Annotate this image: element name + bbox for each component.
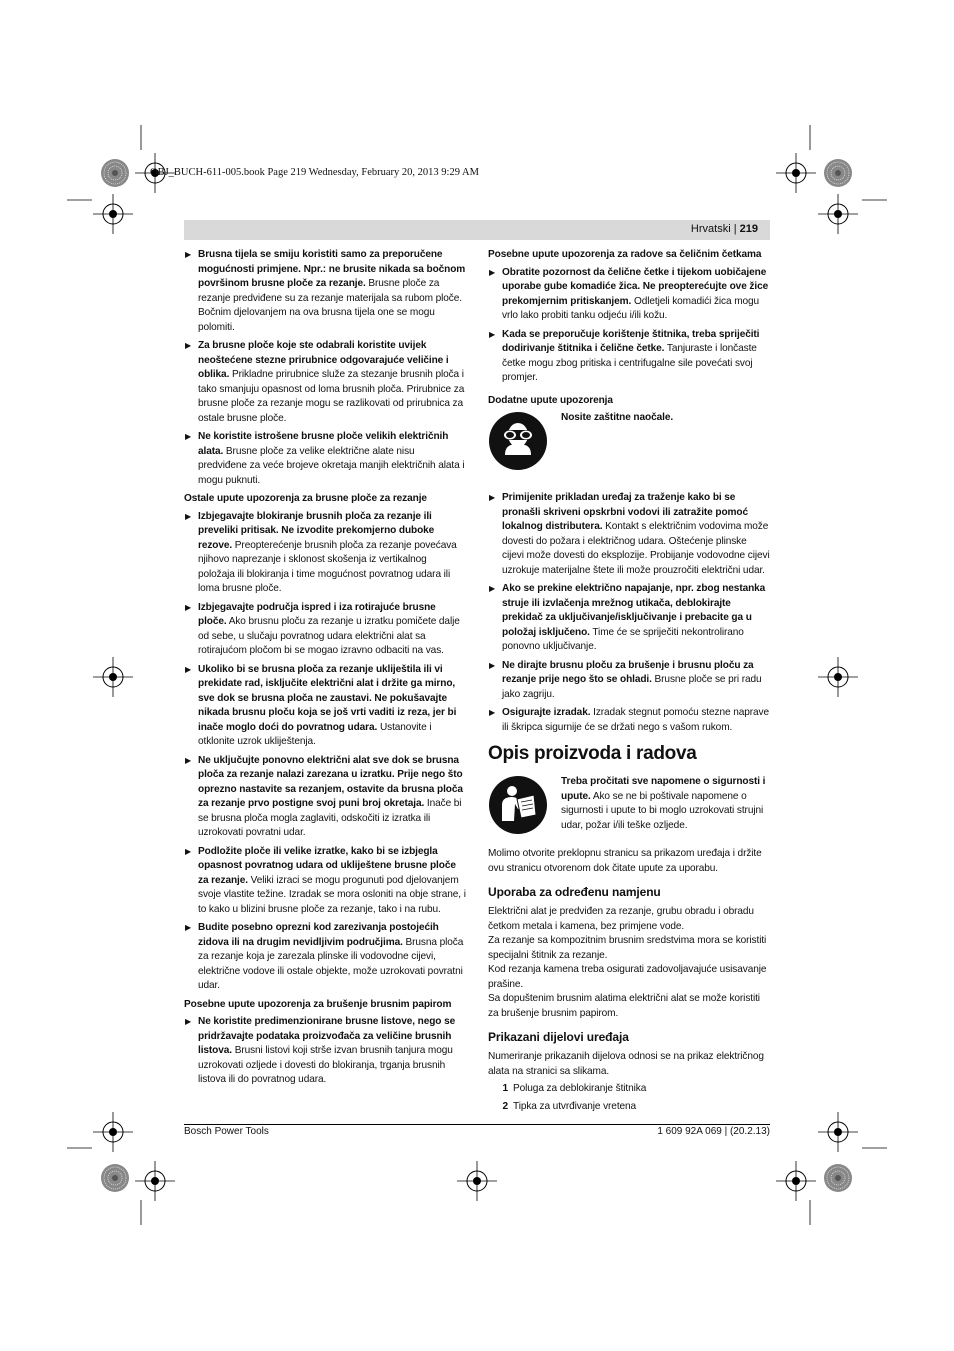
warning-item [488,706,770,735]
warning-item [184,1015,466,1088]
left-column [184,248,466,1092]
warning-bold: Budite posebno oprezni kod zarezivanja postojećih zidova ili na drugim nevidljivim područjima. [198,922,439,948]
warning-bold: Brusna tijela se smiju koristiti samo za preporučene mogućnosti primjene. Npr.: ne brusite nikada sa bočnom površinom brusne ploče za rezanje. [198,249,466,289]
warning-text: Ako brusnu ploču za rezanje u izratku pomičete dalje od sebe, u slučaju povratnog udara električni alat sa rotirajućom pločom bi se mogao izravno odbaciti na vas. [198,616,460,656]
paragraph: Za rezanje sa kompozitnim brusnim sredstvima mora se koristiti specijalni štitnik za rezanje. [488,935,767,961]
warning-item [184,601,466,659]
read-text: Ako se ne bi poštivale napomene o sigurnosti i upute to bi moglo uzrokovati strujni udar, požar i/ili teške ozljede. [561,790,764,831]
warning-item [184,921,466,994]
part-number: 1 [502,1083,508,1094]
subsection-title: Prikazani dijelovi uređaja [488,1030,629,1044]
warning-bold: Osigurajte izradak. [502,707,591,718]
warning-text: Tanjuraste i lončaste četke mogu zbog pritiska i centrifugalne sile povećati svoj promjer. [502,343,757,383]
page-header [691,223,758,235]
read-manual-icon [488,775,548,835]
warning-item [184,339,466,426]
warning-text: Brusne ploče za velike električne alate nisu predviđene za veće brojeve okretaja manjih električnih alata i mogu puknuti. [198,445,465,486]
paragraph: Električni alat je predviđen za rezanje, grubu obradu i obradu četkom metala i kamena, bez primjene vode. [488,906,754,932]
warning-bold: Izbjegavajte blokiranje brusnih ploča za rezanje ili preveliki pritisak. Ne izvodite prekomjerno duboke rezove. [198,510,435,551]
subsection-title: Uporaba za određenu namjenu [488,885,661,899]
footer-brand: Bosch Power Tools [184,1126,269,1137]
footer-rule [184,1124,770,1125]
warning-item [488,266,770,324]
warning-text: Time će se spriječiti nekontrolirano ponovno uključivanje. [502,626,744,652]
part-number: 2 [502,1100,508,1112]
section-subheading: Posebne upute upozorenja za radove sa čeličnim četkama [488,249,762,260]
read-bold: Treba pročitati sve napomene o sigurnosti i upute. [561,776,766,802]
warning-text: Izradak stegnut pomoću stezne naprave ili škripca sigurnije će se držati nego s vašom rukom. [502,707,769,733]
part-label: Tipka za utvrđivanje vretena [513,1100,637,1112]
warning-bold: Podložite ploče ili velike izratke, kako bi se izbjegla opasnost povratnog udara od ukliještene brusne ploče za rezanje. [198,845,456,886]
section-subheading: Posebne upute upozorenja za brušenje brusnim papirom [184,998,452,1010]
safety-goggles-icon [488,411,548,471]
parts-list-item [488,1082,770,1097]
goggles-text: Nosite zaštitne naočale. [561,412,674,423]
warning-bold: Ukoliko bi se brusna ploča za rezanje ukliještila ili vi prekidate rad, isključite električni alat i držite ga mirno, sve dok se brusna ploča ne zaustavi. Ne pokušavajte nikada brusnu ploču koja se još vrti vaditi iz reza, jer bi inače moglo doći do povratnog udara. [198,663,457,733]
warning-bold: Za brusne ploče koje ste odabrali koristite uvijek neoštećene stezne prirubnice odgovarajuće veličine i oblika. [198,340,449,380]
parts-list-item [488,1100,770,1115]
footer-doc-number: 1 609 92A 069 | (20.2.13) [657,1126,770,1137]
parts-list [488,1082,770,1114]
warning-text: Brusni listovi koji strše izvan brusnih tanjura mogu uzrokovati ozljede i dovesti do blokiranja, trganja brusnih listova ili do povratnog udara. [198,1045,453,1085]
print-info-line: OBJ_BUCH-611-005.book Page 219 Wednesday, February 20, 2013 9:29 AM [150,167,479,178]
paragraph: Kod rezanja kamena treba osigurati zadovoljavajuće usisavanje prašine. [488,964,767,990]
warning-bold: Ne koristite istrošene brusne ploče velikih električnih alata. [198,431,449,457]
paragraph: Sa dopuštenim brusnim alatima električni alat se može koristiti za brušenje brusnim papirom. [488,993,760,1019]
warning-item [488,582,770,655]
warning-bold: Izbjegavajte područja ispred i iza rotirajuće brusne ploče. [198,601,436,627]
warning-bold: Kada se preporučuje korištenje štitnika, treba spriječiti dodirivanje štitnika i čelične četke. [502,328,760,354]
warning-item [184,248,466,335]
warning-bold: Ne dirajte brusnu ploču za brušenje i brusnu ploču za rezanje prije nego što se ohladi. [502,659,754,685]
warning-item [184,430,466,488]
warning-text: Prikladne prirubnice služe za stezanje brusnih ploča i tako smanjuju opasnost od loma brusnih ploča. Prirubnice za brusne ploče za rezanje mogu se razlikovati od prirubnica za ostale brusne ploče. [198,369,465,424]
warning-item [488,491,770,578]
warning-text: Odletjeli komadići žica mogu vrlo lako probiti tanku odjeću i/ili kožu. [502,295,760,321]
warning-text: Preopterećenje brusnih ploča za rezanje povećava njihovo naprezanje i sklonost skošenja iz vertikalnog položaja ili blokiranja i time mogućnost povratnog udara ili loma brusne ploče. [198,539,457,594]
warning-text: Veliki izraci se mogu progunuti pod djelovanjem svoje vlastite težine. Izradak se mora osloniti na obje strane, i to kako u blizini brusne ploče za rezanje, tako i na rubu. [198,874,466,915]
header-language: Hrvatski [690,223,731,235]
part-label: Poluga za deblokiranje štitnika [513,1083,647,1094]
section-subheading: Ostale upute upozorenja za brusne ploče za rezanje [184,493,427,504]
warning-text: Kontakt s električnim vodovima može dovesti do požara i električnog udara. Oštećenje plinske cijevi može dovesti do eksplozije. Probijanje vodovodne cijevi uzrokuje materijalne štete ili može prouzročiti električni udar. [502,521,770,576]
section-title: Opis proizvoda i radova [488,743,697,764]
warning-bold: Ne koristite predimenzionirane brusne listove, nego se pridržavajte podataka proizvođača za veličine brusnih listova. [198,1016,456,1056]
goggles-notice [488,411,770,481]
page-number: 219 [739,223,758,235]
warning-bold: Primijenite prikladan uređaj za traženje kako bi se pronašli skriveni opskrbni vodovi ili zatražite pomoć lokalnog distributera. [502,492,748,532]
read-manual-text [561,775,770,833]
warning-text: Brusne ploče se pri radu jako zagriju. [502,674,762,700]
warning-bold: Ako se prekine električno napajanje, npr. zbog nestanka struje ili izvlačenja mrežnog utikača, deblokirajte prekidač za uključivanje/isključivanje i prebacite ga u položaj isključeno. [502,583,766,638]
paragraph: Numeriranje prikazanih dijelova odnosi se na prikaz električnog alata na stranici sa slikama. [488,1051,764,1077]
right-column [488,248,770,1114]
read-manual-notice [488,775,770,835]
paragraph: Molimo otvorite preklopnu stranicu sa prikazom uređaja i držite ovu stranicu otvorenom dok čitate upute za uporabu. [488,848,762,874]
warning-text: Brusna ploča za rezanje koja je zarezala plinske ili vodovodne cijevi, električne vodove ili ostale objekte, može uzrokovati povratni udar. [198,936,464,991]
warning-text: Brusne ploče za rezanje predviđene su za rezanje materijala sa rubom ploče. Bočnim djelovanjem na ova brusna tijela one se mogu polomiti. [198,278,462,333]
warning-item [184,845,466,918]
header-separator: | [733,223,737,235]
warning-bold: Ne uključujte ponovno električni alat sve dok se brusna ploča za rezanje nalazi zarezana u izratku. Prije nego što oprezno nastavite sa rezanjem, ostavite da brusna ploča za rezanje prvo postigne svoj puni broj okretaja. [198,754,463,809]
warning-text: Inače bi se brusna ploča mogla zaglaviti, odskočiti iz izratka ili uzrokovati povratni udar. [198,798,462,838]
warning-item [184,510,466,597]
warning-bold: Obratite pozornost da čelične četke i tijekom uobičajene uporabe gube komadiće žica. Ne preopterećujte ove žice prekomjernim pritiskanjem. [502,266,769,307]
warning-item [488,328,770,386]
warning-item [488,659,770,703]
header-bar [184,220,770,240]
warning-text: Ustanovite i otklonite uzrok ukliještenja. [198,721,432,747]
warning-item [184,663,466,750]
section-subheading: Dodatne upute upozorenja [488,394,613,406]
warning-item [184,754,466,841]
